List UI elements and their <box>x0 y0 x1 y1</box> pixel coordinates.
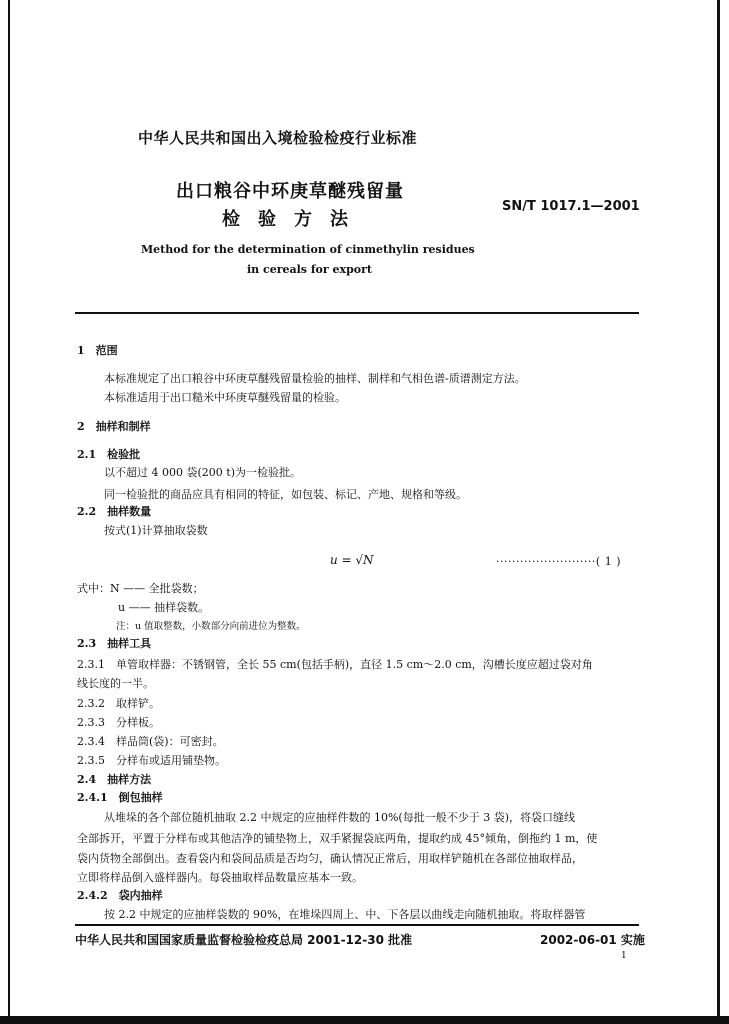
section-2-4-1-heading: 2.4.1 倒包抽样 <box>77 791 163 804</box>
effective-date: 2002-06-01 实施 <box>540 933 645 947</box>
formula-1: u = √N <box>330 553 374 567</box>
scan-border-right <box>717 0 720 1024</box>
formula-note: 注：u 值取整数，小数部分向前进位为整数。 <box>116 621 306 632</box>
section-2-4-1-line-4: 立即将样品倒入盛样器内。每袋抽取样品数量应基本一致。 <box>77 871 363 884</box>
english-title-line1: Method for the determination of cinmethylin residues <box>141 243 475 256</box>
footer-divider <box>75 924 639 926</box>
section-2-4-1-line-3: 袋内货物全部倒出。查看袋内和袋间品质是否均匀，确认情况正常后，用取样铲随机在各部位抽取样品， <box>77 852 583 865</box>
section-2-1-heading: 2.1 检验批 <box>77 448 141 461</box>
formula-where-2: u —— 抽样袋数。 <box>118 601 210 614</box>
standard-code: SN/T 1017.1—2001 <box>502 199 640 214</box>
document-title-line1: 出口粮谷中环庚草醚残留量 <box>176 181 404 202</box>
section-2-1-paragraph-1: 以不超过 4 000 袋(200 t)为一检验批。 <box>104 466 301 479</box>
section-2-3-3: 2.3.3 分样板。 <box>77 716 160 729</box>
section-1-paragraph-2: 本标准适用于出口糙米中环庚草醚残留量的检验。 <box>104 391 346 404</box>
section-2-heading: 2 抽样和制样 <box>77 420 151 433</box>
section-2-4-2-line-1: 按 2.2 中规定的应抽样袋数的 90%，在堆垛四周上、中、下各层以曲线走向随机抽取。将取样器管 <box>104 908 586 921</box>
section-2-3-1-line-2: 线长度的一半。 <box>77 677 154 690</box>
section-2-4-heading: 2.4 抽样方法 <box>77 773 152 786</box>
section-2-3-1-line-1: 2.3.1 单管取样器：不锈钢管，全长 55 cm(包括手柄)，直径 1.5 cm～2.0 cm，沟槽长度应超过袋对角 <box>77 658 593 671</box>
section-2-2-paragraph-1: 按式(1)计算抽取袋数 <box>104 524 208 537</box>
formula-1-number: ·························( 1 ) <box>496 555 621 568</box>
section-2-1-paragraph-2: 同一检验批的商品应具有相同的特征，如包装、标记、产地、规格和等级。 <box>104 488 467 501</box>
issuer-line: 中华人民共和国出入境检验检疫行业标准 <box>138 129 418 147</box>
section-2-3-2: 2.3.2 取样铲。 <box>77 697 160 710</box>
section-1-heading: 1 范围 <box>77 344 118 357</box>
english-title-line2: in cereals for export <box>247 263 372 276</box>
section-2-4-1-line-2: 全部拆开，平置于分样布或其他洁净的铺垫物上，双手紧握袋底两角，提取约成 45°倾角，倒拖约 1 m，使 <box>77 832 598 845</box>
scan-border-bottom <box>0 1016 729 1024</box>
section-2-3-heading: 2.3 抽样工具 <box>77 637 152 650</box>
scan-border-left <box>8 0 10 1024</box>
page-number: 1 <box>621 951 627 961</box>
approval-line: 中华人民共和国国家质量监督检验检疫总局 2001-12-30 批准 <box>75 933 413 947</box>
section-1-paragraph-1: 本标准规定了出口粮谷中环庚草醚残留量检验的抽样、制样和气相色谱-质谱测定方法。 <box>104 372 526 385</box>
section-2-3-5: 2.3.5 分样布或适用铺垫物。 <box>77 754 226 767</box>
header-divider <box>75 312 639 314</box>
section-2-3-4: 2.3.4 样品筒(袋)：可密封。 <box>77 735 224 748</box>
section-2-2-heading: 2.2 抽样数量 <box>77 505 152 518</box>
document-title-line2: 检验方法 <box>222 209 366 230</box>
formula-where-1: 式中：N —— 全批袋数； <box>77 582 204 595</box>
section-2-4-2-heading: 2.4.2 袋内抽样 <box>77 889 163 902</box>
section-2-4-1-line-1: 从堆垛的各个部位随机抽取 2.2 中规定的应抽样件数的 10%(每批一般不少于 3 袋)，将袋口缝线 <box>104 811 576 824</box>
